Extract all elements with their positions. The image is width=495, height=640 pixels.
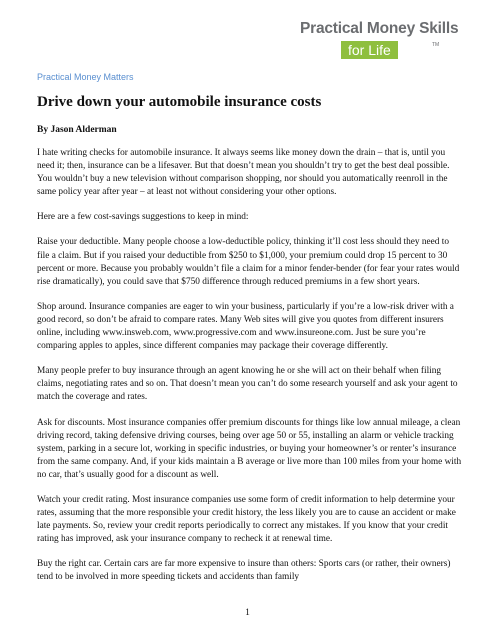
paragraph-shop-around: Shop around. Insurance companies are eager to win your business, particularly if you’re a low-risk driver with a good record, so don’t be afraid to compare rates. Many Web sites will give you quotes from different insurers online, including www.insweb.com, www.progressive.com and www.insureone.com. Just be sure you’re comparing apples to apples, since different companies may package their coverage differently. bbox=[37, 301, 454, 352]
article bbox=[37, 72, 463, 585]
section-label: Practical Money Matters bbox=[37, 72, 134, 82]
byline: By Jason Alderman bbox=[37, 125, 117, 135]
paragraph-credit-rating: Watch your credit rating. Most insurance companies use some form of credit information to help determine your rates, assuming that the more responsible your credit history, the less likely you are to cause an accident or make late payments. So, review your credit reports periodically to correct any mistakes. If you know that your credit rating has improved, ask your insurance company to recheck it at renewal time. bbox=[37, 494, 456, 545]
paragraph-agent: Many people prefer to buy insurance through an agent knowing he or she will act on their behalf when filing claims, negotiating rates and so on. That doesn’t mean you can’t do some research yourself and ask your agent to match the coverage and rates. bbox=[37, 366, 458, 403]
logo-trademark: TM bbox=[432, 42, 440, 48]
page-number: 1 bbox=[245, 608, 250, 618]
logo-text-line2: for Life bbox=[341, 41, 398, 59]
paragraph-suggestions-lead: Here are a few cost-savings suggestions to keep in mind: bbox=[37, 212, 249, 223]
paragraph-intro: I hate writing checks for automobile insurance. It always seems like money down the drain – that is, until you need it; then, insurance can be a lifesaver. But that doesn’t mean you shouldn’t try to get the best deal possible. You wouldn’t buy a new television without comparison shopping, nor should you automatically reenroll in the same policy year after year – at least not without considering your other options. bbox=[37, 148, 450, 198]
practical-money-skills-logo bbox=[300, 20, 480, 64]
logo-text-line1: Practical Money Skills bbox=[300, 20, 459, 37]
paragraph-raise-deductible: Raise your deductible. Many people choose a low-deductible policy, thinking it’ll cost less should they need to file a claim. But if you raised your deductible from $250 to $1,000, your premium could drop 15 percent to 30 percent or more. Because you probably wouldn’t file a claim for a minor fender-bender (for fear your rates would rise dramatically), you could save that $750 difference through reduced premiums in a few short years. bbox=[37, 237, 460, 287]
article-title: Drive down your automobile insurance costs bbox=[37, 94, 322, 110]
paragraph-right-car: Buy the right car. Certain cars are far more expensive to insure than others: Sports cars (or rather, their owners) tend to be involved in more speeding tickets and accidents than family bbox=[37, 559, 451, 583]
paragraph-discounts: Ask for discounts. Most insurance companies offer premium discounts for things like low annual mileage, a clean driving record, taking defensive driving courses, being over age 50 or 55, installing an alarm or vehicle tracking system, parking in a secure lot, working in specific industries, or buying your homeowner’s or renter’s insurance from the same company. And, if your kids maintain a B average or live more than 100 miles from your home with no car, that’s usually good for a discount as well. bbox=[37, 417, 462, 480]
